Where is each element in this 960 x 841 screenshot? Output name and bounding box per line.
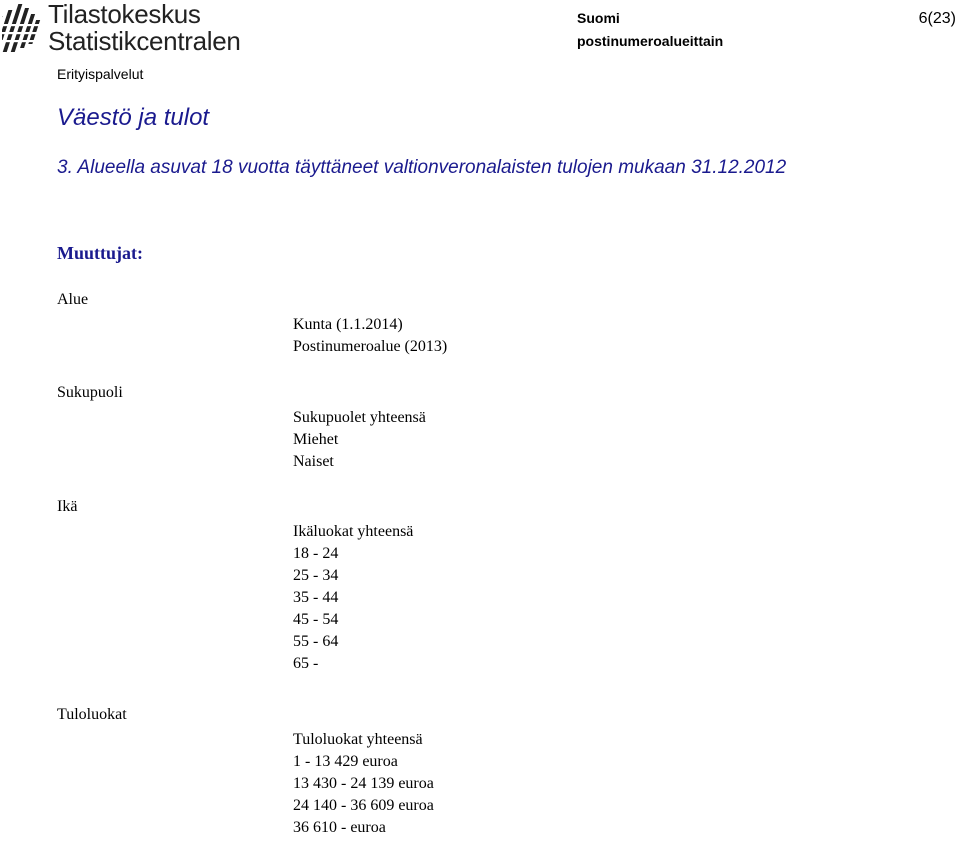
variable-name-sukupuoli: Sukupuoli bbox=[57, 384, 123, 401]
statistics-finland-logo-icon bbox=[2, 2, 46, 54]
variable-value: 36 610 - euroa bbox=[293, 819, 386, 836]
variable-value: 45 - 54 bbox=[293, 611, 339, 628]
variable-value: Kunta (1.1.2014) bbox=[293, 316, 403, 333]
variables-heading: Muuttujat: bbox=[57, 243, 143, 263]
section-title: Väestö ja tulot bbox=[57, 104, 210, 131]
variable-values-alue bbox=[293, 314, 447, 358]
variable-value: 13 430 - 24 139 euroa bbox=[293, 775, 434, 792]
variable-value: 18 - 24 bbox=[293, 545, 339, 562]
variable-value: Tuloluokat yhteensä bbox=[293, 731, 423, 748]
table-title: 3. Alueella asuvat 18 vuotta täyttäneet valtionveronalaisten tulojen mukaan 31.12.2012 bbox=[57, 157, 787, 178]
logo-text-swedish: Statistikcentralen bbox=[48, 26, 241, 56]
variable-name-tuloluokat: Tuloluokat bbox=[57, 706, 127, 723]
variable-values-sukupuoli bbox=[293, 407, 426, 473]
variable-values-ika bbox=[293, 521, 413, 675]
variable-value: 1 - 13 429 euroa bbox=[293, 753, 398, 770]
header-country: Suomi bbox=[577, 10, 620, 26]
page-number: 6(23) bbox=[918, 10, 956, 27]
variable-value: Postinumeroalue (2013) bbox=[293, 338, 448, 355]
logo-text-finnish: Tilastokeskus bbox=[48, 0, 201, 29]
variable-name-alue: Alue bbox=[57, 291, 89, 308]
variable-values-tuloluokat bbox=[293, 729, 434, 839]
variable-value: 55 - 64 bbox=[293, 633, 339, 650]
variable-value: Sukupuolet yhteensä bbox=[293, 409, 426, 426]
variable-value: Miehet bbox=[293, 431, 339, 448]
variable-value: Naiset bbox=[293, 453, 334, 470]
variable-value: 65 - bbox=[293, 655, 319, 672]
variable-value: Ikäluokat yhteensä bbox=[293, 523, 414, 540]
department-label: Erityispalvelut bbox=[57, 66, 144, 82]
variable-name-ika: Ikä bbox=[57, 498, 78, 515]
variable-value: 25 - 34 bbox=[293, 567, 339, 584]
variable-value: 24 140 - 36 609 euroa bbox=[293, 797, 434, 814]
variable-value: 35 - 44 bbox=[293, 589, 339, 606]
header-subtitle: postinumeroalueittain bbox=[577, 33, 724, 49]
